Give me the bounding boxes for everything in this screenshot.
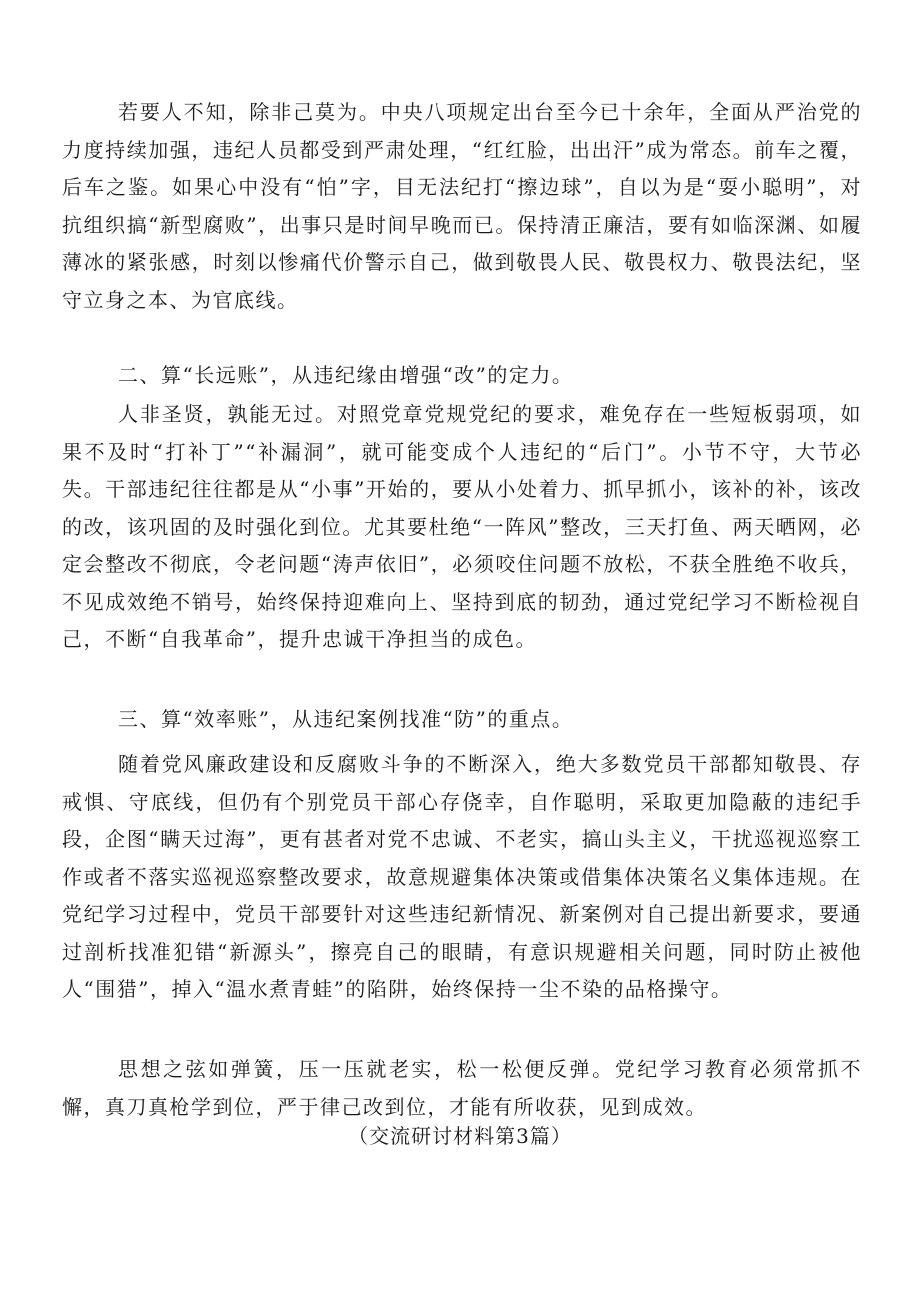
document-caption: （交流研讨材料第3篇）	[348, 1124, 572, 1148]
paragraph-discipline-awe: 若要人不知，除非己莫为。中央八项规定出台至今已十余年，全面从严治党的力度持续加强，违纪人员都受到严肃处理，“红红脸，出出汗”成为常态。前车之覆，后车之鉴。如果心中没有“怕”字，目无法纪打“擦边球”，自以为是“耍小聪明”，对抗组织搞“新型腐败”，出事只是时间早晚而已。保持清正廉洁，要有如临深渊、如履薄冰的紧张感，时刻以惨痛代价警示自己，做到敬畏人民、敬畏权力、敬畏法纪，坚守立身之本、为官底线。	[62, 100, 862, 312]
section-heading-efficiency: 三、算“效率账”，从违纪案例找准“防”的重点。	[118, 707, 574, 731]
paragraph-correction: 人非圣贤，孰能无过。对照党章党规党纪的要求，难免存在一些短板弱项，如果不及时“打补丁”“补漏洞”，就可能变成个人违纪的“后门”。小节不守，大节必失。干部违纪往往都是从“小事”开始的，要从小处着力、抓早抓小，该补的补，该改的改，该巩固的及时强化到位。尤其要杜绝“一阵风”整改，三天打鱼、两天晒网，必定会整改不彻底，令老问题“涛声依旧”，必须咬住问题不放松，不获全胜绝不收兵，不见成效绝不销号，始终保持迎难向上、坚持到底的韧劲，通过党纪学习不断检视自己，不断“自我革命”，提升忠诚干净担当的成色。	[62, 402, 862, 651]
paragraph-prevention: 随着党风廉政建设和反腐败斗争的不断深入，绝大多数党员干部都知敬畏、存戒惧、守底线，但仍有个别党员干部心存侥幸，自作聪明，采取更加隐蔽的违纪手段，企图“瞒天过海”，更有甚者对党不忠诚、不老实，搞山头主义，干扰巡视巡察工作或者不落实巡视巡察整改要求，故意规避集体决策或借集体决策名义集体违规。在党纪学习过程中，党员干部要针对这些违纪新情况、新案例对自己提出新要求，要通过剖析找准犯错“新源头”，擦亮自己的眼睛，有意识规避相关问题，同时防止被他人“围猎”，掉入“温水煮青蛙”的陷阱，始终保持一尘不染的品格操守。	[62, 752, 862, 1001]
paragraph-conclusion: 思想之弦如弹簧，压一压就老实，松一松便反弹。党纪学习教育必须常抓不懈，真刀真枪学到位，严于律己改到位，才能有所收获，见到成效。	[62, 1057, 862, 1119]
section-heading-long-term: 二、算“长远账”，从违纪缘由增强“改”的定力。	[118, 363, 574, 387]
